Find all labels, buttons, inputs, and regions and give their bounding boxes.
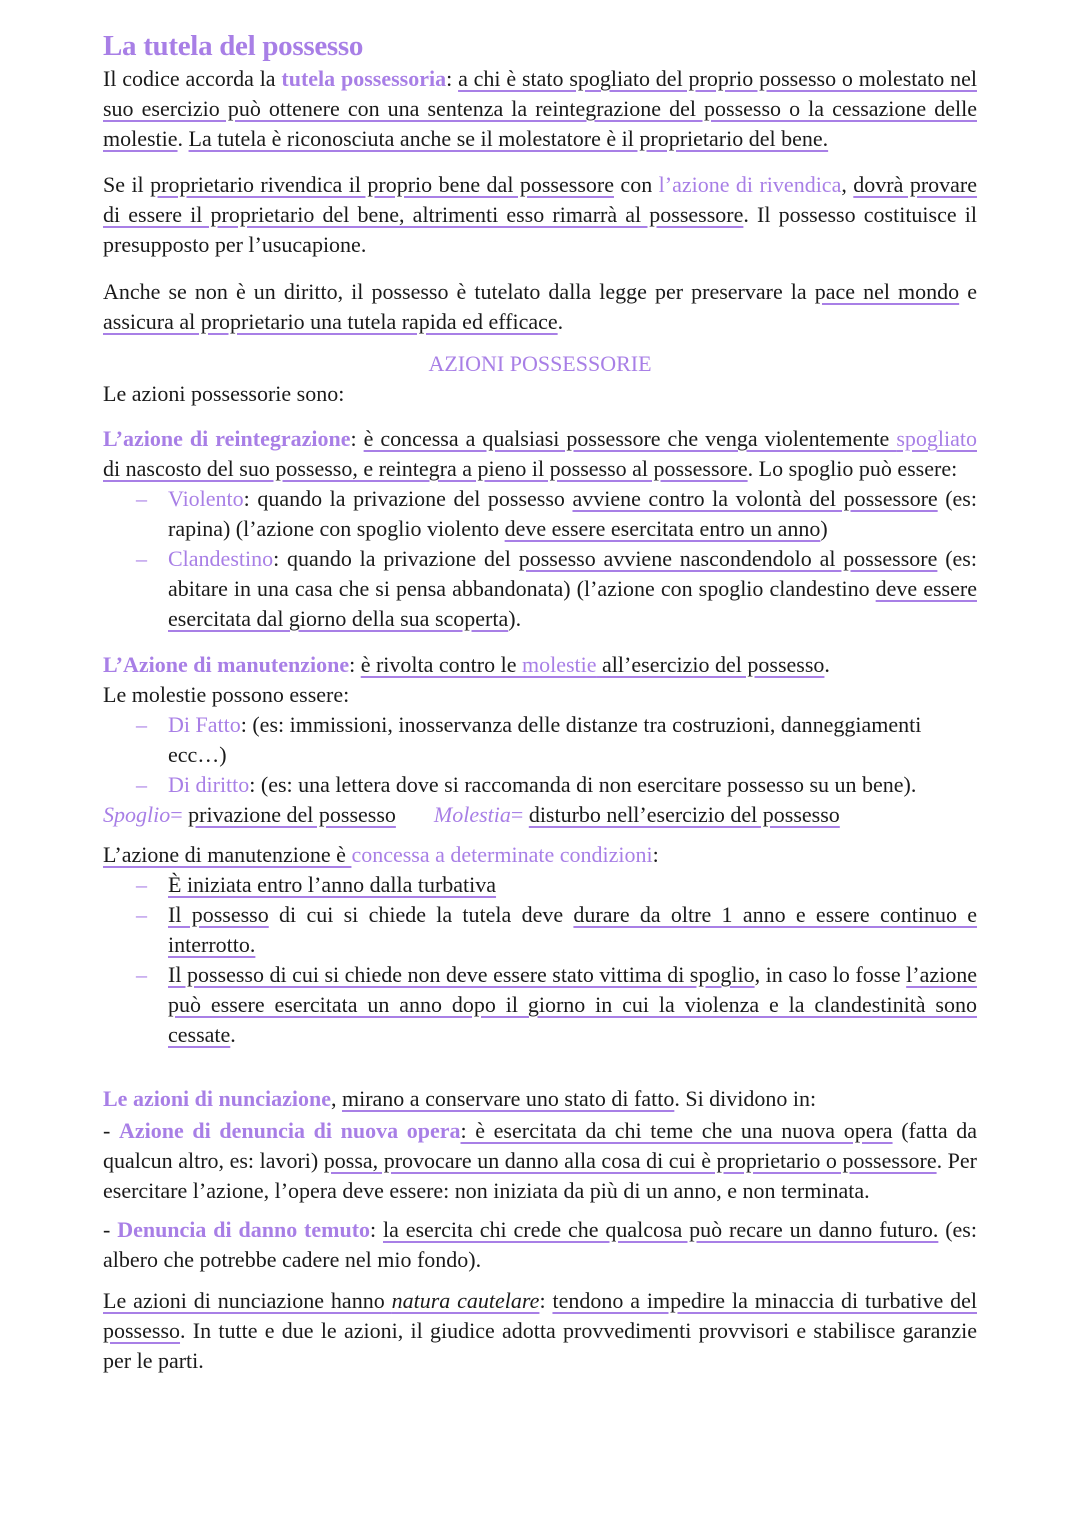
term-danno-temuto: Denuncia di danno temuto <box>117 1217 371 1242</box>
molestie-lead: Le molestie possono essere: <box>103 682 350 707</box>
manutenzione-paragraph: L’Azione di manutenzione: è rivolta contro le molestie all’esercizio del possesso. <box>103 652 830 677</box>
term-azione-di-rivendica: l’azione di rivendica <box>658 172 842 197</box>
conditions-list <box>103 870 977 1050</box>
section-heading: AZIONI POSSESSORIE <box>428 351 652 376</box>
list-item: – Clandestino: quando la privazione del possesso avviene nascondendolo al possessore (es: abitare in una casa che si pensa abbandonata) (l’azione con spoglio clandestino deve essere esercitata dal giorno della sua scoperta). <box>168 544 977 634</box>
term-molestia: Molestia <box>433 802 511 827</box>
term-nunciazione: Le azioni di nunciazione <box>103 1086 331 1111</box>
intro-paragraph-1: Il codice accorda la tutela possessoria: a chi è stato spogliato del proprio possesso o molestato nel suo esercizio può ottenere con una sentenza la reintegrazione del possesso o la cessazione delle molestie. La tutela è riconosciuta anche se il molestatore è il proprietario del bene. <box>103 66 977 151</box>
danno-temuto-paragraph: - Denuncia di danno temuto: la esercita chi crede che qualcosa può recare un danno futuro. (es: albero che potrebbe cadere nel mio fondo). <box>103 1217 977 1272</box>
list-item: – Il possesso di cui si chiede non deve essere stato vittima di spoglio, in caso lo fosse l’azione può essere esercitata un anno dopo il giorno in cui la violenza e la clandestinità sono cessate. <box>168 960 977 1050</box>
list-item: – Il possesso di cui si chiede la tutela deve durare da oltre 1 anno e essere continuo e interrotto. <box>168 900 977 960</box>
molestie-list <box>103 710 977 800</box>
section-lead: Le azioni possessorie sono: <box>103 381 345 406</box>
term-manutenzione: L’Azione di manutenzione <box>103 652 350 677</box>
intro-paragraph-3: Anche se non è un diritto, il possesso è tutelato dalla legge per preservare la pace nel mondo e assicura al proprietario una tutela rapida ed efficace. <box>103 279 977 334</box>
nunciazione-paragraph: Le azioni di nunciazione, mirano a conservare uno stato di fatto. Si dividono in: <box>103 1086 817 1111</box>
document-page <box>103 28 977 1376</box>
page-title: La tutela del possesso <box>103 30 364 62</box>
reintegrazione-paragraph: L’azione di reintegrazione: è concessa a qualsiasi possessore che venga violentemente spogliato di nascosto del suo possesso, e reintegra a pieno il possesso al possessore. Lo spoglio può essere: <box>103 426 977 481</box>
definitions-line: Spoglio= privazione del possesso Molestia= disturbo nell’esercizio del possesso <box>103 802 840 827</box>
list-item: – Di Fatto: (es: immissioni, inosservanza delle distanze tra costruzioni, danneggiamenti ecc…) <box>168 710 977 770</box>
natura-cautelare-paragraph: Le azioni di nunciazione hanno natura cautelare: tendono a impedire la minaccia di turbative del possesso. In tutte e due le azioni, il giudice adotta provvedimenti provvisori e stabilisce garanzie per le parti. <box>103 1288 977 1373</box>
list-item: – È iniziata entro l’anno dalla turbativa <box>168 870 977 900</box>
conditions-lead: L’azione di manutenzione è concessa a determinate condizioni: <box>103 842 659 867</box>
term-spoglio: Spoglio <box>103 802 171 827</box>
term-tutela-possessoria: tutela possessoria <box>281 66 447 91</box>
spoglio-list <box>103 484 977 634</box>
intro-paragraph-2: Se il proprietario rivendica il proprio bene dal possessore con l’azione di rivendica, dovrà provare di essere il proprietario del bene, altrimenti esso rimarrà al possessore. Il possesso costituisce il presupposto per l’usucapione. <box>103 172 978 257</box>
list-item: – Violento: quando la privazione del possesso avviene contro la volontà del possessore (es: rapina) (l’azione con spoglio violento deve essere esercitata entro un anno) <box>168 484 977 544</box>
term-denuncia-nuova-opera: Azione di denuncia di nuova opera <box>118 1118 461 1143</box>
term-reintegrazione: L’azione di reintegrazione <box>103 426 351 451</box>
denuncia-nuova-opera-paragraph: - Azione di denuncia di nuova opera: è esercitata da chi teme che una nuova opera (fatta da qualcun altro, es: lavori) possa, provocare un danno alla cosa di cui è proprietario o possessore. Per esercitare l’azione, l’opera deve essere: non iniziata da più di un anno, e non terminata. <box>103 1118 978 1203</box>
list-item: – Di diritto: (es: una lettera dove si raccomanda di non esercitare possesso su un bene). <box>168 770 977 800</box>
